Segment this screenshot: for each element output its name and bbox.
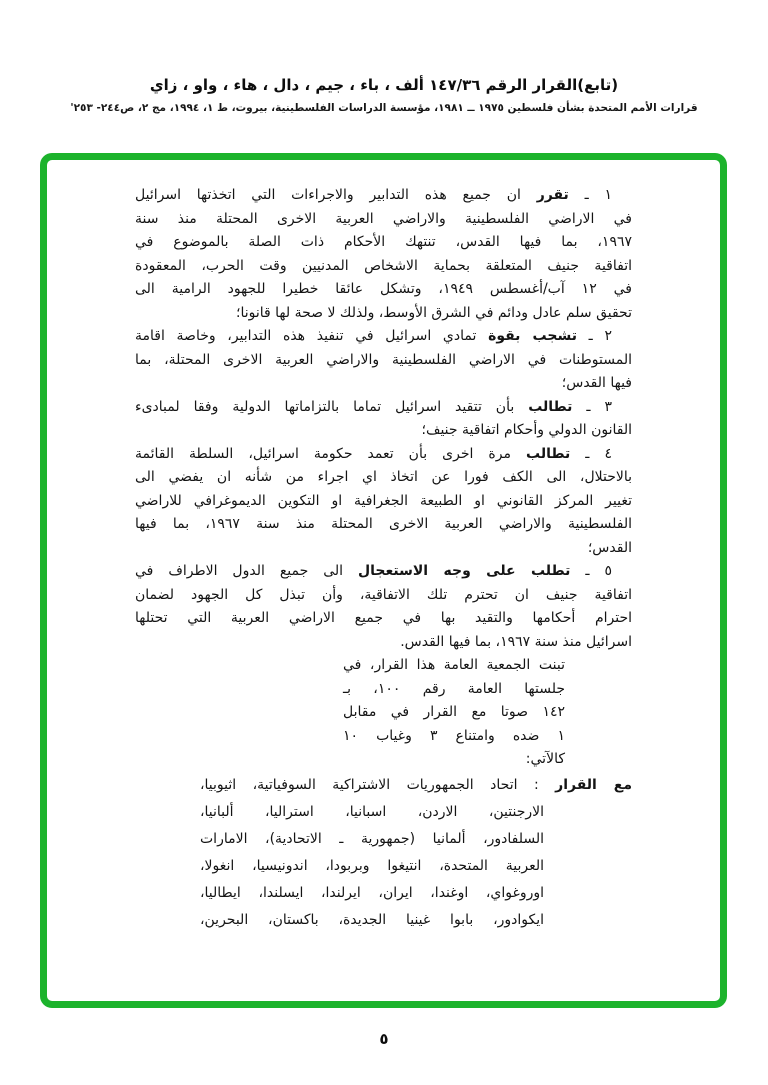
- text-line: [343, 654, 565, 678]
- text-run: ٢ ـ: [576, 328, 612, 344]
- text-run: اسرائيل منذ سنة ١٩٦٧، بما فيها القدس.: [400, 633, 632, 650]
- text-run: المستوطنات في الاراضي الفلسطينية والاراضي العربية الاخرى المحتلة، بما: [135, 351, 632, 368]
- text-line: [200, 799, 544, 826]
- text-run: ايكوادور، بابوا غينيا الجديدة، باكستان، البحرين،: [200, 911, 544, 928]
- text-run: تمادي اسرائيل في تنفيذ هذه التدابير، وخاصة اقامة: [135, 328, 489, 344]
- bold-run: مع القرار: [555, 776, 632, 793]
- text-run: احترام أحكامها والتقيد بها في جميع الاراضي العربية التي تحتلها: [135, 610, 632, 626]
- text-line: [200, 826, 544, 853]
- text-run: ١ ـ: [568, 187, 612, 203]
- text-line: [135, 607, 632, 631]
- text-run: ٤ ـ: [570, 445, 612, 462]
- text-run: الفلسطينية والاراضي العربية الاخرى المحتلة منذ سنة ١٩٦٧، بما فيها: [135, 516, 632, 532]
- text-line: [135, 443, 632, 467]
- text-line: [200, 907, 544, 934]
- text-run: في الاراضي الفلسطينية والاراضي العربية الاخرى المحتلة منذ سنة: [135, 210, 632, 227]
- text-run: جلستها العامة رقم ١٠٠، بـ: [343, 680, 565, 697]
- text-line: [200, 772, 632, 799]
- text-line: [135, 396, 632, 420]
- resolution-paragraph: [135, 184, 632, 325]
- text-run: في ١٢ آب/أغسطس ١٩٤٩، وتشكل عائقا خطيرا للجهود الرامية الى: [135, 281, 632, 297]
- document-body: [47, 160, 720, 1001]
- text-line: [135, 184, 632, 208]
- text-line: [135, 278, 632, 302]
- text-line: [135, 325, 632, 349]
- page-number: ٥: [379, 1030, 389, 1048]
- text-line: [135, 208, 632, 232]
- text-run: تحقيق سلم عادل ودائم في الشرق الأوسط، ولذلك لا صحة لها قانونا؛: [236, 304, 632, 321]
- text-run: الارجنتين، الاردن، اسبانيا، استراليا، ألبانيا،: [200, 803, 544, 820]
- text-run: ٥ ـ: [570, 563, 612, 579]
- text-line: [343, 701, 565, 725]
- vote-record: [200, 772, 632, 934]
- text-run: العربية المتحدة، انتيغوا وبربودا، اندونيسيا، انغولا،: [200, 857, 544, 874]
- text-line: [135, 372, 632, 396]
- text-run: ١٩٦٧، بما فيها القدس، تنتهك الأحكام ذات الصلة بالموضوع في: [135, 234, 632, 250]
- resolution-paragraph: [135, 325, 632, 396]
- bold-run: تطالب: [526, 445, 571, 462]
- text-run: بأن تتقيد اسرائيل تماما بالتزاماتها الدولية وفقا لمبادىء: [135, 398, 529, 415]
- text-line: [135, 584, 632, 608]
- page-header: [0, 76, 768, 114]
- text-run: السلفادور، ألمانيا (جمهورية ـ الاتحادية)، الامارات: [200, 830, 544, 847]
- text-line: [135, 349, 632, 373]
- bold-run: تشجب بقوة: [488, 328, 577, 344]
- resolution-clauses: [135, 184, 632, 654]
- text-line: [343, 725, 565, 749]
- text-line: [135, 631, 632, 655]
- text-line: [343, 748, 565, 772]
- text-line: [135, 302, 632, 326]
- bold-run: تطلب على وجه الاستعجال: [358, 563, 571, 579]
- adoption-note: [343, 654, 565, 772]
- text-run: مرة اخرى بأن تعمد حكومة اسرائيل، السلطة القائمة: [135, 445, 527, 462]
- source-citation: قرارات الأمم المتحدة بشأن فلسطين ١٩٧٥ ــ ١٩٨١، مؤسسة الدراسات الفلسطينية، بيروت، ط ١، ١٩٩٤، مج ٢، ص٢٤٤- ٢٥٣': [70, 102, 698, 114]
- bold-run: تقرر: [536, 187, 569, 203]
- text-line: [135, 255, 632, 279]
- text-run: ١٤٢ صوتا مع القرار في مقابل: [343, 704, 565, 720]
- text-line: [135, 537, 632, 561]
- resolution-paragraph: [135, 396, 632, 443]
- text-run: ان جميع هذه التدابير والاجراءات التي اتخذتها اسرائيل: [135, 187, 537, 203]
- text-line: [135, 490, 632, 514]
- resolution-paragraph: [135, 560, 632, 654]
- text-run: القدس؛: [587, 539, 632, 556]
- text-line: [343, 678, 565, 702]
- text-run: : اتحاد الجمهوريات الاشتراكية السوفياتية، اثيوبيا،: [200, 776, 556, 793]
- text-run: القانون الدولي وأحكام اتفاقية جنيف؛: [421, 422, 632, 438]
- text-line: [135, 466, 632, 490]
- text-run: الى جميع الدول الاطراف في: [135, 563, 358, 579]
- bold-run: تطالب: [528, 398, 573, 415]
- highlight-frame: [40, 153, 727, 1008]
- text-run: كالآتي:: [525, 751, 565, 767]
- text-run: ١ ضده وامتناع ٣ وغياب ١٠: [343, 727, 565, 744]
- text-run: بالاحتلال، الى الكف فورا عن اتخاذ اي اجراء من شأنه ان يفضي الى: [135, 469, 632, 485]
- text-line: [200, 880, 544, 907]
- resolution-title: (تابع)القرار الرقم ١٤٧/٣٦ ألف ، باء ، جيم ، دال ، هاء ، واو ، زاي: [149, 76, 619, 94]
- text-run: ٣ ـ: [572, 398, 612, 415]
- text-line: [135, 231, 632, 255]
- text-run: اتفاقية جنيف المتعلقة بحماية الاشخاص المدنيين وقت الحرب، المعقودة: [135, 257, 632, 274]
- text-line: [135, 513, 632, 537]
- text-line: [135, 560, 632, 584]
- resolution-paragraph: [135, 443, 632, 561]
- text-run: فيها القدس؛: [561, 375, 632, 391]
- text-run: تبنت الجمعية العامة هذا القرار، في: [343, 657, 565, 673]
- text-line: [135, 419, 632, 443]
- text-line: [200, 853, 544, 880]
- text-run: اتفاقية جنيف ان تحترم تلك الاتفاقية، وأن تبذل كل الجهود لضمان: [135, 586, 632, 603]
- text-run: تغيير المركز القانوني او الطبيعة الجغرافية او التكوين الديموغرافي للاراضي: [135, 492, 632, 509]
- text-run: اوروغواي، اوغندا، ايران، ايرلندا، ايسلندا، ايطاليا،: [200, 884, 544, 901]
